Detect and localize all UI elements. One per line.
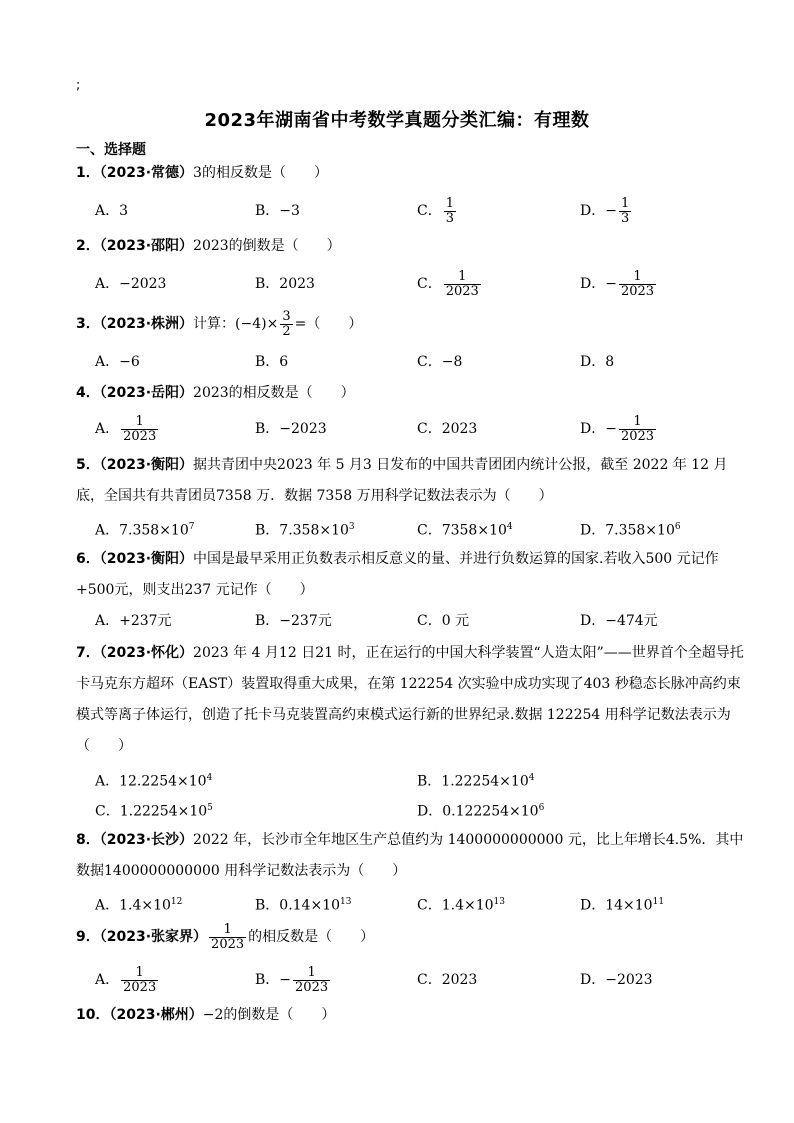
options-1: [95, 196, 755, 226]
option-d: D．− $\frac{1}{2023}$: [580, 413, 655, 444]
question-source: （2023·张家界）: [99, 929, 208, 945]
fraction: $\frac{1}{3}$: [620, 195, 630, 226]
question-1: [76, 158, 744, 189]
question-source: （2023·邵阳）: [99, 238, 194, 254]
question-number: 5．: [76, 457, 100, 473]
option-b: B．$0.14\times 10^{13}$: [255, 897, 352, 914]
option-c: C．$7358\times 10^4$: [417, 522, 513, 539]
fraction: $\frac{1}{2023}$: [620, 268, 655, 299]
question-stem: −2的倒数是（ ）: [202, 1007, 336, 1023]
options-6: [95, 606, 755, 636]
option-b: B．−3: [255, 203, 300, 219]
question-source: （2023·衡阳）: [99, 457, 194, 473]
fraction: $\frac{3}{2}$: [282, 308, 291, 339]
question-6: [76, 544, 744, 606]
options-3: [95, 347, 755, 377]
options-5: [95, 512, 755, 542]
question-number: 4．: [76, 385, 100, 401]
option-d: D．−474元: [580, 613, 658, 629]
option-a: A． $\frac{1}{2023}$: [95, 964, 157, 995]
option-d: D．$0.122254\times 10^6$: [417, 803, 545, 820]
option-c: C．−8: [417, 354, 463, 370]
question-number: 1．: [76, 165, 100, 181]
fraction: $\frac{1}{2023}$: [123, 413, 157, 444]
fraction: $\frac{1}{2023}$: [445, 268, 479, 299]
option-d: D．$14\times 10^{11}$: [580, 897, 665, 914]
option-a: A．$1.4\times 10^{12}$: [95, 897, 183, 914]
question-4: [76, 378, 744, 409]
question-stem: 2023 年 4 月12 日21 时，正在运行的中国大科学装置“人造太阳”——世界首个全超导托卡马克东方超环（EAST）装置取得重大成果，在第 122254 次实验中成功实现了403 秒稳态长脉冲高约束模式等离子体运行，创造了托卡马克装置高约束模式运行新的世界纪录.数据 122254 用科学记数法表示为（ ）: [76, 645, 744, 754]
option-d: D．−2023: [580, 972, 653, 988]
options-4: [95, 414, 755, 444]
question-source: （2023·岳阳）: [99, 385, 194, 401]
question-stem: 计算：(−4)×: [193, 316, 279, 332]
option-d: D．$7.358\times 10^6$: [580, 522, 681, 539]
question-5: [76, 450, 744, 512]
question-stem: 的相反数是（ ）: [248, 929, 375, 945]
option-a: A．+237元: [95, 613, 172, 629]
question-number: 7．: [76, 645, 100, 661]
option-b: B．−237元: [255, 613, 332, 629]
option-b: B．−2023: [255, 421, 327, 437]
option-b: B．$1.22254\times 10^4$: [417, 773, 535, 790]
option-a: A．$7.358\times 10^7$: [95, 522, 195, 539]
question-8: [76, 825, 744, 887]
question-3: [76, 309, 744, 340]
option-c: C．2023: [417, 421, 478, 437]
question-stem: 2022 年，长沙市全年地区生产总值约为 1400000000000 元，比上年增长4.5%．其中数据1400000000000 用科学记数法表示为（ ）: [76, 832, 744, 879]
fraction: $\frac{1}{2023}$: [211, 921, 245, 952]
option-a: A．−6: [95, 354, 140, 370]
question-2: [76, 231, 744, 262]
question-source: （2023·长沙）: [99, 832, 194, 848]
option-b: B．2023: [255, 276, 315, 292]
option-c: C．2023: [417, 972, 478, 988]
option-c: C．0 元: [417, 613, 470, 629]
options-7-row2: [95, 793, 755, 823]
options-7-row1: [95, 763, 755, 793]
question-number: 3．: [76, 316, 100, 332]
question-source: （2023·怀化）: [99, 645, 194, 661]
question-stem: 中国是最早采用正负数表示相反意义的量、并进行负数运算的国家.若收入500 元记作 +500元，则支出237 元记作（ ）: [76, 551, 719, 598]
option-d: D．− $\frac{1}{3}$: [580, 195, 630, 226]
question-9: [76, 922, 744, 953]
fraction: $\frac{1}{2023}$: [123, 964, 157, 995]
fraction: $\frac{1}{2023}$: [295, 964, 329, 995]
option-d: D．− $\frac{1}{2023}$: [580, 268, 655, 299]
question-number: 6．: [76, 551, 100, 567]
question-stem: 3的相反数是（ ）: [193, 165, 328, 181]
option-a: A．−2023: [95, 276, 167, 292]
option-d: D．8: [580, 354, 615, 370]
question-source: （2023·郴州）: [109, 1007, 203, 1023]
option-c: C． $\frac{1}{3}$: [417, 195, 454, 226]
fraction: $\frac{1}{2023}$: [620, 413, 655, 444]
question-stem: 据共青团中央2023 年 5 月3 日发布的中国共青团团内统计公报，截至 2022 年 12 月底，全国共有共青团员7358 万．数据 7358 万用科学记数法表示为（ ）: [76, 457, 728, 504]
option-b: B．− $\frac{1}{2023}$: [255, 964, 329, 995]
question-number: 8．: [76, 832, 100, 848]
option-a: A．$12.2254\times 10^4$: [95, 773, 213, 790]
question-number: 9．: [76, 929, 100, 945]
option-b: B．6: [255, 354, 289, 370]
question-stem: 2023的相反数是（ ）: [193, 385, 355, 401]
question-10: [76, 1000, 744, 1031]
question-source: （2023·衡阳）: [99, 551, 194, 567]
option-b: B．$7.358\times 10^3$: [255, 522, 355, 539]
option-a: A． $\frac{1}{2023}$: [95, 413, 157, 444]
fraction: $\frac{1}{3}$: [445, 195, 454, 226]
question-stem-end: =（ ）: [294, 316, 363, 332]
option-c: C．$1.22254\times 10^5$: [95, 803, 213, 820]
question-number: 10．: [76, 1007, 110, 1023]
question-source: （2023·株洲）: [99, 316, 194, 332]
option-c: C．$1.4\times 10^{13}$: [417, 897, 505, 914]
question-number: 2．: [76, 238, 100, 254]
question-source: （2023·常德）: [99, 165, 194, 181]
options-8: [95, 887, 755, 917]
options-9: [95, 965, 755, 995]
options-2: [95, 269, 755, 299]
section-heading: 一、选择题: [76, 142, 146, 158]
option-a: A．3: [95, 203, 129, 219]
document-title: 2023年湖南省中考数学真题分类汇编：有理数: [204, 110, 590, 131]
semicolon-mark: ;: [76, 78, 81, 93]
question-7: [76, 638, 744, 762]
question-stem: 2023的倒数是（ ）: [193, 238, 341, 254]
option-c: C． $\frac{1}{2023}$: [417, 268, 479, 299]
